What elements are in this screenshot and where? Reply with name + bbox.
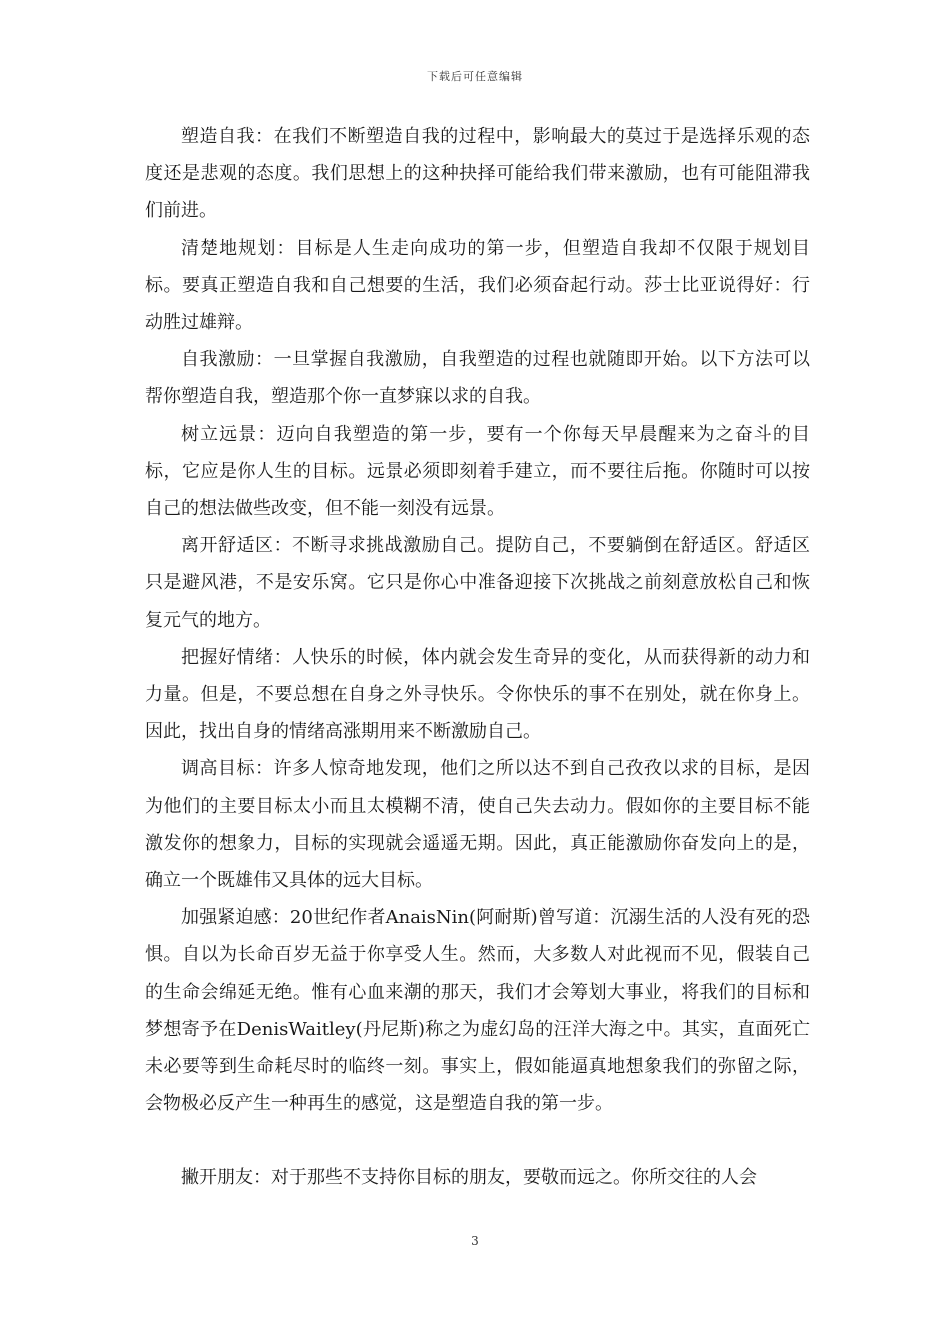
paragraph-comfort-zone: 离开舒适区：不断寻求挑战激励自己。提防自己，不要躺倒在舒适区。舒适区只是避风港，不是安乐窝。它只是你心中准备迎接下次挑战之前刻意放松自己和恢复元气的地方。 — [145, 535, 810, 631]
document-body — [145, 118, 810, 1197]
paragraph-self-motivation: 自我激励：一旦掌握自我激励，自我塑造的过程也就随即开始。以下方法可以帮你塑造自我，塑造那个你一直梦寐以求的自我。 — [145, 349, 810, 408]
paragraph-clear-planning: 清楚地规划：目标是人生走向成功的第一步，但塑造自我却不仅限于规划目标。要真正塑造自我和自己想要的生活，我们必须奋起行动。莎士比亚说得好：行动胜过雄辩。 — [145, 237, 810, 334]
page-number: 3 — [471, 1234, 479, 1248]
paragraph-urgency: 加强紧迫感：20世纪作者AnaisNin(阿耐斯)曾写道：沉溺生活的人没有死的恐惧。自以为长命百岁无益于你享受人生。然而，大多数人对此视而不见，假装自己的生命会绵延无绝。惟有心血来潮的那天，我们才会筹划大事业，将我们的目标和梦想寄予在DenisWaitley(丹尼斯)称之为虚幻岛的汪洋大海之中。其实，直面死亡未必要等到生命耗尽时的临终一刻。事实上，假如能逼真地想象我们的弥留之际，会物极必反产生一种再生的感觉，这是塑造自我的第一步。 — [145, 907, 810, 1115]
paragraph-friends: 撇开朋友：对于那些不支持你目标的朋友，要敬而远之。你所交往的人会 — [181, 1167, 757, 1189]
page-header: 下载后可任意编辑 — [427, 70, 523, 83]
paragraph-shape-self: 塑造自我：在我们不断塑造自我的过程中，影响最大的莫过于是选择乐观的态度还是悲观的态度。我们思想上的这种抉择可能给我们带来激励，也有可能阻滞我们前进。 — [145, 126, 810, 222]
paragraph-vision: 树立远景：迈向自我塑造的第一步，要有一个你每天早晨醒来为之奋斗的目标，它应是你人生的目标。远景必须即刻着手建立，而不要往后拖。你随时可以按自己的想法做些改变，但不能一刻没有远景。 — [145, 423, 810, 520]
paragraph-emotions: 把握好情绪：人快乐的时候，体内就会发生奇异的变化，从而获得新的动力和力量。但是，不要总想在自身之外寻快乐。令你快乐的事不在别处，就在你身上。因此，找出自身的情绪高涨期用来不断激励自己。 — [145, 646, 810, 743]
paragraph-raise-goals: 调高目标：许多人惊奇地发现，他们之所以达不到自己孜孜以求的目标，是因为他们的主要目标太小而且太模糊不清，使自己失去动力。假如你的主要目标不能激发你的想象力，目标的实现就会遥遥无期。因此，真正能激励你奋发向上的是，确立一个既雄伟又具体的远大目标。 — [145, 758, 810, 892]
